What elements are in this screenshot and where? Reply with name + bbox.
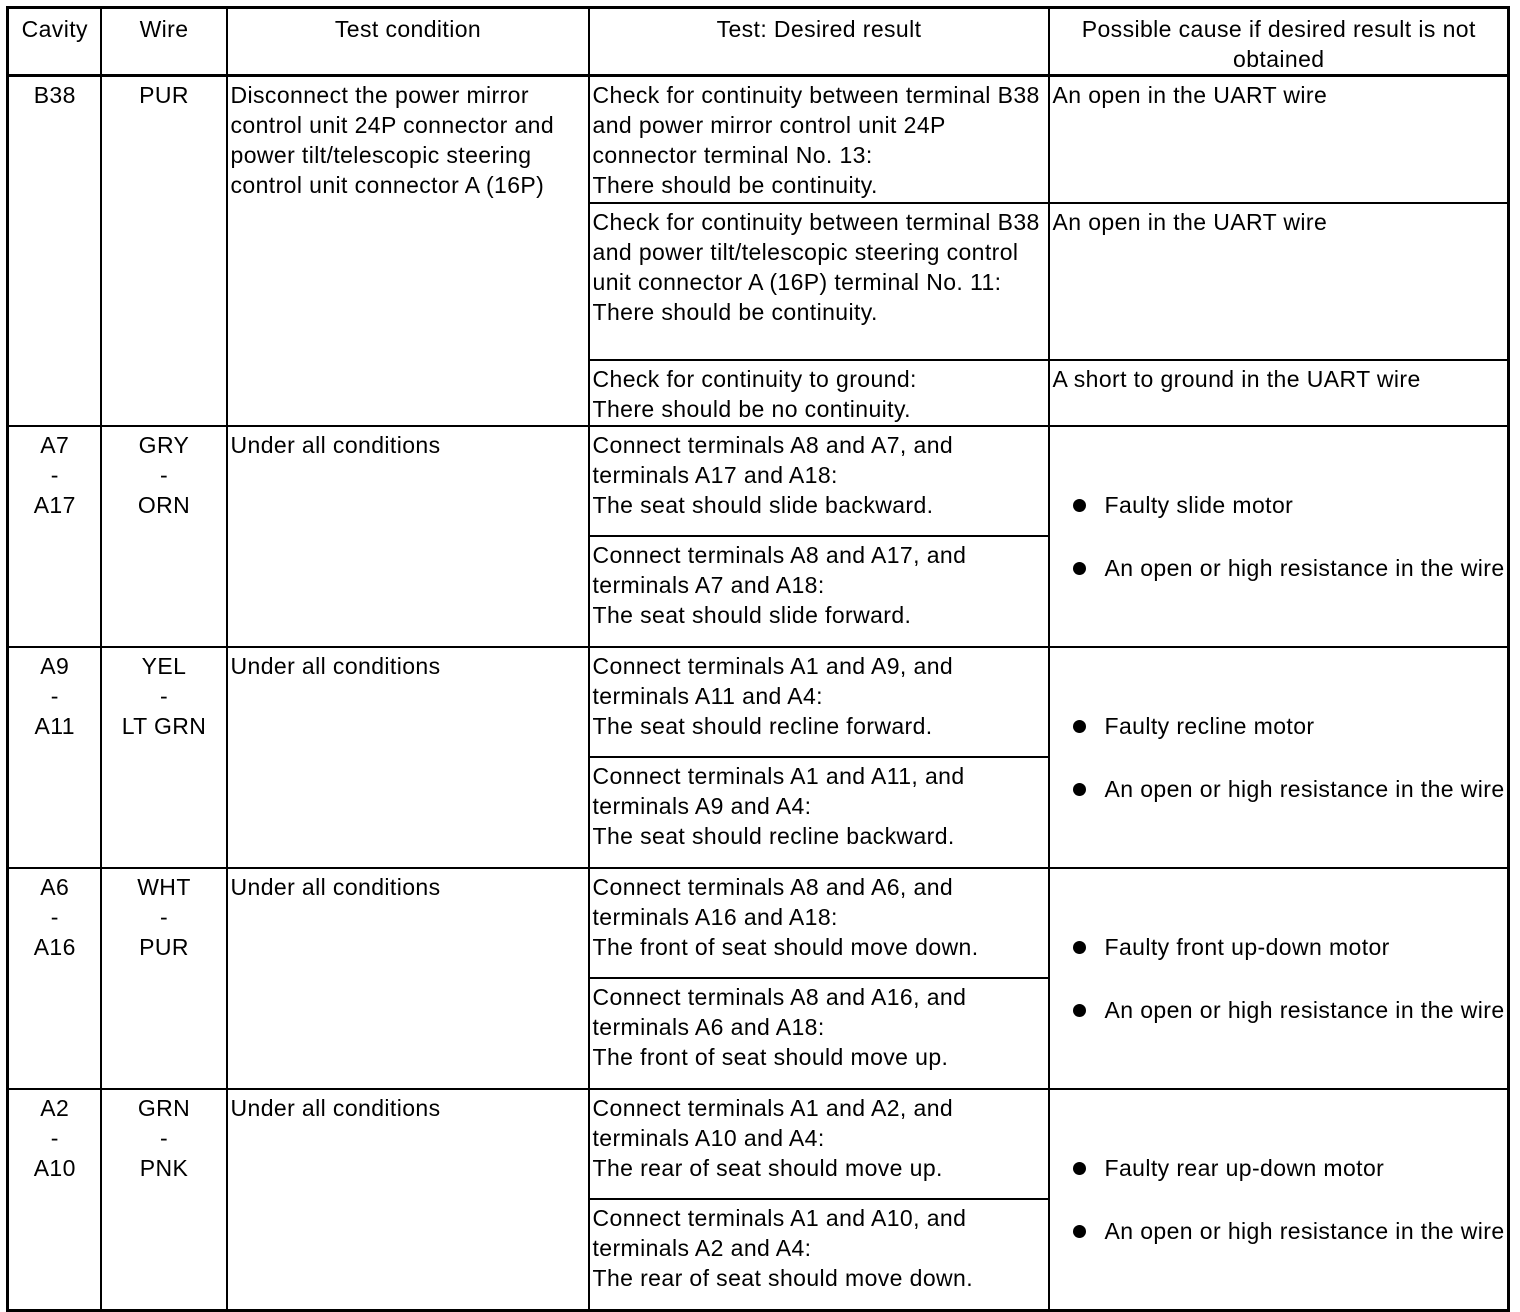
cause-item: An open or high resistance in the wire [1073, 553, 1506, 583]
result-cell: Connect terminals A8 and A7, and terminals A17 and A18: The seat should slide backward. [589, 426, 1049, 537]
result-cell: Connect terminals A8 and A16, and terminals A6 and A18: The front of seat should move up. [589, 978, 1049, 1089]
table-row [8, 1089, 1509, 1200]
cause-cell [1049, 426, 1509, 647]
condition-cell: Under all conditions [227, 426, 589, 647]
cause-list [1053, 460, 1506, 616]
cavity-cell: A6 - A16 [8, 868, 101, 1089]
condition-cell: Under all conditions [227, 647, 589, 868]
header-row [8, 8, 1509, 76]
condition-cell: Disconnect the power mirror control unit 24P connector and power tilt/telescopic steering control unit connector A (16P) [227, 76, 589, 426]
cause-cell: An open in the UART wire [1049, 203, 1509, 360]
header-possible-cause: Possible cause if desired result is not obtained [1049, 8, 1509, 76]
condition-cell: Under all conditions [227, 1089, 589, 1311]
result-cell: Check for continuity between terminal B38 and power mirror control unit 24P connector terminal No. 13: There should be continuity. [589, 76, 1049, 203]
cavity-cell: A2 - A10 [8, 1089, 101, 1311]
cause-item: Faulty recline motor [1073, 711, 1506, 741]
wire-cell: GRN - PNK [101, 1089, 227, 1311]
cavity-cell: A7 - A17 [8, 426, 101, 647]
table-row [8, 647, 1509, 758]
header-cavity: Cavity [8, 8, 101, 76]
wire-cell: GRY - ORN [101, 426, 227, 647]
header-wire: Wire [101, 8, 227, 76]
condition-cell: Under all conditions [227, 868, 589, 1089]
cavity-cell: A9 - A11 [8, 647, 101, 868]
cause-list [1053, 902, 1506, 1058]
troubleshooting-table [6, 6, 1510, 1312]
result-cell: Connect terminals A1 and A11, and terminals A9 and A4: The seat should recline backward. [589, 757, 1049, 868]
result-cell: Check for continuity to ground: There should be no continuity. [589, 360, 1049, 426]
cause-cell [1049, 647, 1509, 868]
table-row [8, 868, 1509, 979]
cavity-cell: B38 [8, 76, 101, 426]
result-cell: Connect terminals A8 and A6, and terminals A16 and A18: The front of seat should move down. [589, 868, 1049, 979]
result-cell: Connect terminals A8 and A17, and terminals A7 and A18: The seat should slide forward. [589, 536, 1049, 647]
cause-cell [1049, 868, 1509, 1089]
table-row [8, 426, 1509, 537]
wire-cell: PUR [101, 76, 227, 426]
cause-item: Faulty slide motor [1073, 490, 1506, 520]
cause-item: An open or high resistance in the wire [1073, 1216, 1506, 1246]
cause-item: An open or high resistance in the wire [1073, 774, 1506, 804]
cause-item: An open or high resistance in the wire [1073, 995, 1506, 1025]
cause-cell [1049, 1089, 1509, 1311]
cause-list [1053, 681, 1506, 837]
wire-cell: WHT - PUR [101, 868, 227, 1089]
cause-list [1053, 1123, 1506, 1279]
result-cell: Connect terminals A1 and A9, and terminals A11 and A4: The seat should recline forward. [589, 647, 1049, 758]
header-test-condition: Test condition [227, 8, 589, 76]
result-cell: Connect terminals A1 and A10, and terminals A2 and A4: The rear of seat should move down. [589, 1199, 1049, 1310]
table-row [8, 76, 1509, 203]
cause-item: Faulty rear up-down motor [1073, 1153, 1506, 1183]
wire-cell: YEL - LT GRN [101, 647, 227, 868]
header-desired-result: Test: Desired result [589, 8, 1049, 76]
result-cell: Check for continuity between terminal B38 and power tilt/telescopic steering control unit connector A (16P) terminal No. 11: There should be continuity. [589, 203, 1049, 360]
result-cell: Connect terminals A1 and A2, and terminals A10 and A4: The rear of seat should move up. [589, 1089, 1049, 1200]
cause-cell: A short to ground in the UART wire [1049, 360, 1509, 426]
cause-cell: An open in the UART wire [1049, 76, 1509, 203]
cause-item: Faulty front up-down motor [1073, 932, 1506, 962]
